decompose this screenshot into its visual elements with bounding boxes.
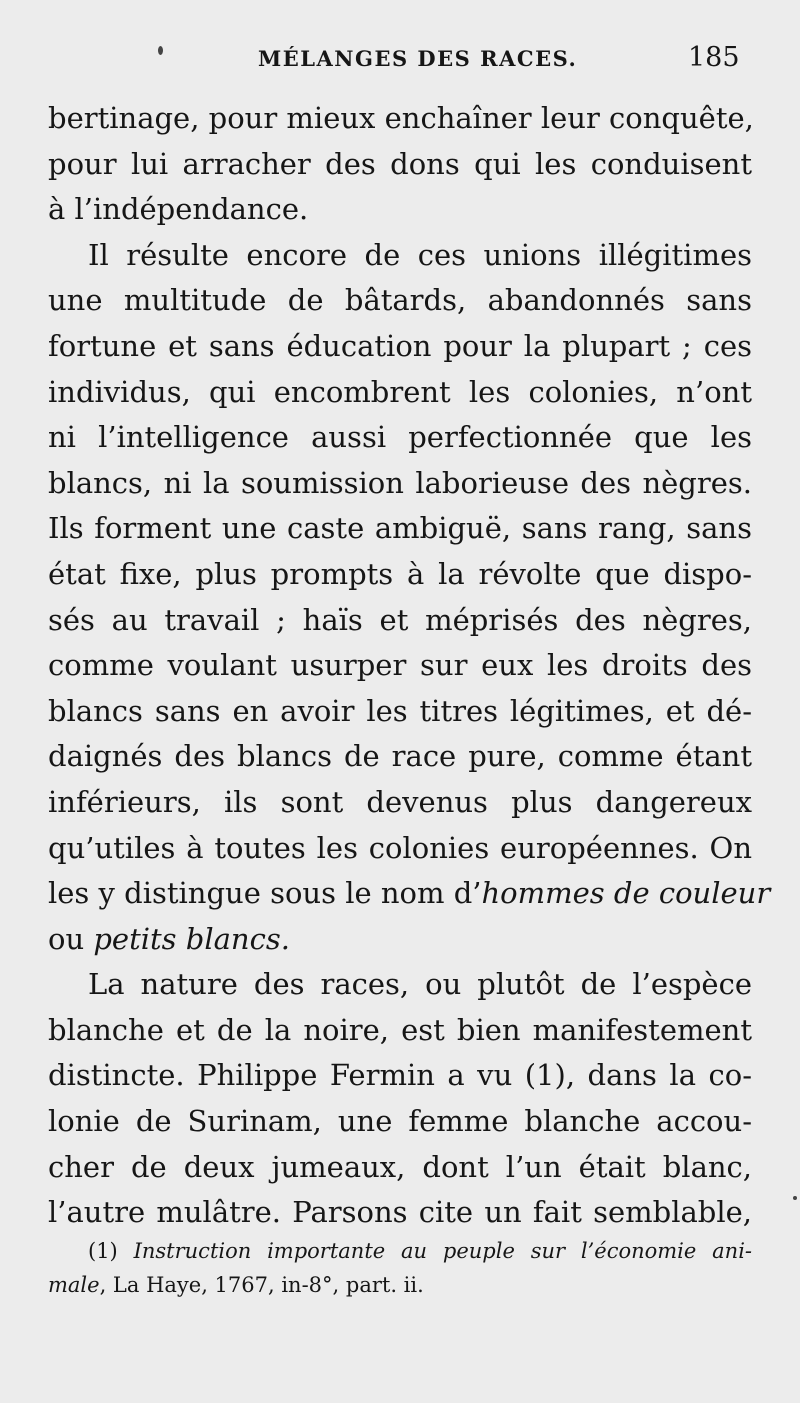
paragraph-3 (48, 962, 752, 1236)
text-line: Ils forment une caste ambiguë, sans rang, sans (48, 511, 752, 546)
text-line (48, 917, 752, 963)
italic-phrase: l’économie ani- (580, 1239, 753, 1263)
text-line: qu’utiles à toutes les colonies européennes. On (48, 830, 752, 865)
text-span: , La Haye, 1767, in-8°, part. ii. (99, 1273, 424, 1297)
text-line: La nature des races, ou plutôt de l’espèce (88, 967, 752, 1002)
body-text (48, 96, 771, 1236)
text-line: Il résulte encore de ces unions illégitimes (88, 237, 752, 272)
text-line: daignés des blancs de race pure, comme étant (48, 739, 752, 774)
page-number: 185 (688, 42, 740, 73)
text-line: l’autre mulâtre. Parsons cite un fait semblable, (48, 1195, 752, 1230)
text-span: ou (48, 921, 94, 956)
running-title: MÉLANGES DES RACES. (258, 46, 578, 71)
paragraph-2 (48, 233, 771, 963)
italic-phrase: au peuple sur (385, 1239, 581, 1263)
text-line: blancs sans en avoir les titres légitimes, et dé- (48, 693, 752, 728)
footnote-line (48, 1268, 752, 1302)
text-span: les y distingue sous le nom d’ (48, 876, 482, 911)
footnote-line (48, 1234, 752, 1268)
ink-speck (158, 46, 163, 55)
text-line: comme voulant usurper sur eux les droits des (48, 648, 752, 683)
italic-phrase: hommes de couleur (481, 876, 771, 911)
text-line: lonie de Surinam, une femme blanche accou- (48, 1104, 752, 1139)
text-line: individus, qui encombrent les colonies, n’ont (48, 374, 752, 409)
text-line: inférieurs, ils sont devenus plus dangereux (48, 784, 752, 819)
text-line: ni l’intelligence aussi perfectionnée que les (48, 420, 752, 455)
text-line: blancs, ni la soumission laborieuse des nègres. (48, 465, 752, 500)
paragraph-1 (48, 96, 752, 233)
text-line: fortune et sans éducation pour la plupart ; ces (48, 328, 752, 363)
footnote-marker: (1) (88, 1239, 134, 1263)
text-line: blanche et de la noire, est bien manifestement (48, 1012, 752, 1047)
text-line: pour lui arracher des dons qui les conduisent (48, 146, 752, 181)
text-line: sés au travail ; haïs et méprisés des nègres, (48, 602, 752, 637)
italic-phrase: Instruction importante (133, 1239, 386, 1263)
text-line (48, 871, 771, 917)
ink-speck (793, 1196, 797, 1200)
text-line: une multitude de bâtards, abandonnés sans (48, 283, 752, 318)
text-line: distincte. Philippe Fermin a vu (1), dans la co- (48, 1058, 752, 1093)
italic-phrase: petits blancs. (93, 921, 290, 956)
text-line: bertinage, pour mieux enchaîner leur conquête, (48, 101, 754, 135)
text-line: à l’indépendance. (48, 192, 309, 227)
footnote (48, 1234, 752, 1302)
italic-phrase: male (48, 1273, 100, 1297)
text-line: état fixe, plus prompts à la révolte que dispo- (48, 556, 752, 591)
text-line: cher de deux jumeaux, dont l’un était blanc, (48, 1149, 752, 1184)
